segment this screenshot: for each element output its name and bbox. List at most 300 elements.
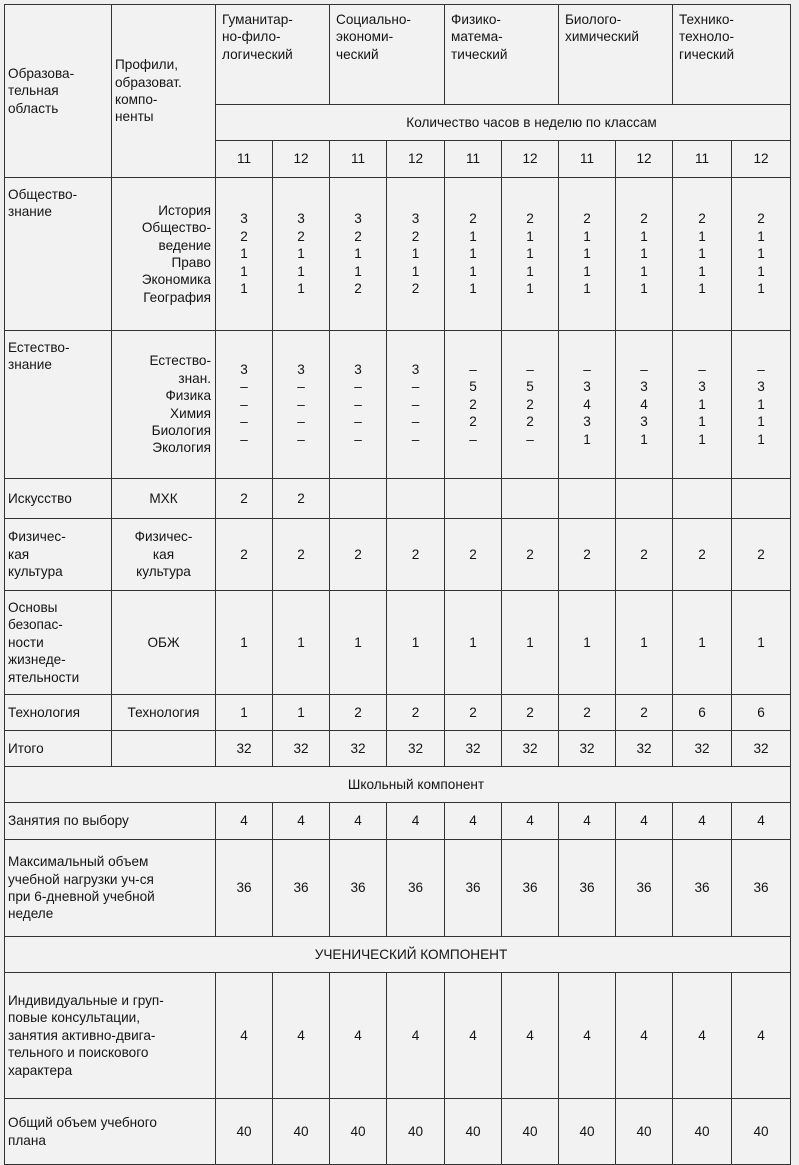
value-cell <box>616 479 673 519</box>
value-cell <box>387 840 445 937</box>
value-cell <box>616 1099 673 1165</box>
value-stack-line: 1 <box>469 263 477 279</box>
value-cell <box>502 1099 559 1165</box>
component-list <box>112 331 216 479</box>
value-stack-line: 1 <box>240 246 248 262</box>
value-cell-text: 2 <box>640 704 648 720</box>
value-cell <box>387 1099 445 1165</box>
area-cell <box>5 731 112 767</box>
component-list-line: Общество- ведение <box>141 220 211 253</box>
value-cell-text: 40 <box>407 1123 424 1139</box>
value-cell <box>330 695 387 731</box>
value-stack-line: – <box>297 414 305 430</box>
value-stack-line: 1 <box>411 246 420 262</box>
value-stack-line: – <box>240 431 248 447</box>
value-cell <box>273 479 330 519</box>
value-stack <box>330 178 387 331</box>
value-stack-line: 2 <box>354 281 362 297</box>
component-cell <box>112 731 216 767</box>
value-cell-text: 1 <box>757 634 765 650</box>
value-stack-line: – <box>240 414 248 430</box>
value-stack-line: 3 <box>354 211 362 227</box>
value-stack <box>330 331 387 479</box>
value-cell <box>445 973 502 1099</box>
value-cell <box>216 731 273 767</box>
value-cell <box>502 479 559 519</box>
value-cell-text: 32 <box>753 740 769 756</box>
value-cell <box>732 840 791 937</box>
student-row <box>5 973 791 1099</box>
value-cell-text: 36 <box>236 880 252 896</box>
value-stack-line: 2 <box>411 281 420 297</box>
grade-11-text: 11 <box>465 151 481 167</box>
value-cell <box>445 840 502 937</box>
value-cell <box>732 803 791 840</box>
value-cell-text: 40 <box>579 1123 595 1139</box>
student-row-label-text: Общий объем учебного плана <box>8 1115 157 1148</box>
value-cell <box>330 731 387 767</box>
value-stack-line: 5 <box>526 379 534 395</box>
value-cell-text: 40 <box>465 1123 481 1139</box>
value-cell-text: 1 <box>240 704 248 720</box>
value-cell <box>559 695 616 731</box>
grade-12 <box>616 141 673 178</box>
value-cell <box>330 519 387 591</box>
value-stack-line: 1 <box>640 228 648 244</box>
header-profile-3-text: Физико- матема- тический <box>451 12 508 62</box>
value-cell-text: 36 <box>694 880 710 896</box>
value-cell-text: 4 <box>757 1027 765 1043</box>
value-cell <box>732 695 791 731</box>
value-stack-line: 1 <box>240 281 248 297</box>
value-stack-line: 2 <box>526 414 534 430</box>
value-cell <box>502 803 559 840</box>
value-cell-text: 1 <box>297 704 305 720</box>
value-stack-line: 1 <box>698 396 706 412</box>
header-area-text: Образова- тельная область <box>8 65 75 116</box>
value-cell-text: 40 <box>293 1123 309 1139</box>
value-cell-text: 1 <box>526 634 534 650</box>
value-stack-line: 3 <box>297 361 305 377</box>
value-stack-line: – <box>411 414 420 430</box>
value-stack-line: 3 <box>698 379 706 395</box>
value-stack <box>559 178 616 331</box>
group-row <box>5 178 791 331</box>
value-stack-line: 1 <box>354 246 362 262</box>
value-cell <box>673 479 732 519</box>
value-stack-line: 1 <box>583 431 591 447</box>
value-cell <box>502 519 559 591</box>
grade-12-text: 12 <box>522 151 538 167</box>
table-body <box>5 5 791 1165</box>
value-stack <box>216 331 273 479</box>
value-stack-line: 2 <box>698 211 706 227</box>
school-row <box>5 840 791 937</box>
value-cell-text: 4 <box>411 813 420 829</box>
value-cell-text: 2 <box>757 546 765 562</box>
value-cell <box>330 840 387 937</box>
value-cell <box>445 519 502 591</box>
value-cell <box>387 591 445 695</box>
header-profile-2 <box>330 5 445 105</box>
value-cell-text: 1 <box>240 634 248 650</box>
value-stack-line: 1 <box>640 246 648 262</box>
value-cell-text: 32 <box>465 740 481 756</box>
school-row-label-text: Занятия по выбору <box>8 813 129 829</box>
value-stack-line: 2 <box>640 211 648 227</box>
grade-12-text: 12 <box>407 151 424 167</box>
value-stack-line: 3 <box>640 379 648 395</box>
component-cell-text: МХК <box>149 490 178 506</box>
value-stack-line: – <box>297 396 305 412</box>
value-stack-line: 1 <box>469 246 477 262</box>
value-cell <box>732 731 791 767</box>
value-stack-line: 1 <box>698 246 706 262</box>
value-stack <box>387 178 445 331</box>
student-component-title <box>5 937 791 973</box>
component-cell-text: Технология <box>127 704 200 720</box>
value-stack-line: 3 <box>583 379 591 395</box>
value-stack-line: – <box>240 396 248 412</box>
value-cell-text: 4 <box>698 813 706 829</box>
value-stack-line: – <box>354 431 362 447</box>
value-cell-text: 1 <box>583 634 591 650</box>
value-cell-text: 4 <box>411 1027 420 1043</box>
component-cell-text: Физичес- кая культура <box>134 529 193 580</box>
value-stack <box>273 178 330 331</box>
value-stack-line: – <box>640 361 648 377</box>
value-cell-text: 4 <box>297 813 305 829</box>
value-cell <box>273 591 330 695</box>
value-cell <box>445 1099 502 1165</box>
value-stack-line: 3 <box>297 211 305 227</box>
value-stack-line: 1 <box>757 414 765 430</box>
value-stack-line: 1 <box>469 281 477 297</box>
value-stack-line: – <box>469 361 477 377</box>
value-stack-line: 1 <box>240 263 248 279</box>
value-cell-text: 32 <box>407 740 424 756</box>
row-4 <box>5 695 791 731</box>
component-cell-text: ОБЖ <box>147 634 180 650</box>
value-stack-line: 3 <box>354 361 362 377</box>
value-cell <box>732 519 791 591</box>
value-cell-text: 6 <box>757 704 765 720</box>
value-stack-line: 1 <box>698 263 706 279</box>
value-cell <box>673 973 732 1099</box>
value-cell-text: 4 <box>698 1027 706 1043</box>
value-cell <box>559 479 616 519</box>
value-stack-line: 1 <box>526 246 534 262</box>
curriculum-table <box>4 4 791 1165</box>
value-cell-text: 4 <box>469 813 477 829</box>
value-cell-text: 2 <box>583 704 591 720</box>
value-stack-line: 1 <box>526 281 534 297</box>
value-cell <box>559 519 616 591</box>
component-cell <box>112 519 216 591</box>
value-cell-text: 40 <box>236 1123 252 1139</box>
area-cell-text: Итого <box>8 740 44 756</box>
value-stack <box>502 178 559 331</box>
grade-12 <box>502 141 559 178</box>
value-stack-line: 1 <box>698 414 706 430</box>
value-stack <box>445 331 502 479</box>
value-cell-text: 1 <box>297 634 305 650</box>
grade-11-text: 11 <box>694 151 710 167</box>
value-cell <box>216 519 273 591</box>
value-stack-line: 1 <box>583 228 591 244</box>
value-stack-line: – <box>297 379 305 395</box>
header-profile-text: Профили, образоват. компо- ненты <box>115 57 182 125</box>
value-cell <box>559 840 616 937</box>
component-list-line: Право <box>171 255 211 270</box>
value-cell <box>502 731 559 767</box>
value-cell <box>616 973 673 1099</box>
value-cell <box>273 731 330 767</box>
component-list-line: Естество- знан. <box>149 353 211 386</box>
value-cell <box>559 731 616 767</box>
component-list-line: Экология <box>152 440 211 456</box>
value-cell-text: 4 <box>526 1027 534 1043</box>
value-stack-line: 3 <box>240 361 248 377</box>
grade-11 <box>330 141 387 178</box>
value-cell <box>502 695 559 731</box>
student-component-title-text: УЧЕНИЧЕСКИЙ КОМПОНЕНТ <box>314 946 508 962</box>
value-cell <box>673 519 732 591</box>
value-cell-text: 4 <box>240 813 248 829</box>
value-stack-line: 3 <box>640 414 648 430</box>
value-cell-text: 6 <box>698 704 706 720</box>
value-cell-text: 40 <box>522 1123 538 1139</box>
value-cell <box>732 591 791 695</box>
value-stack-line: 1 <box>583 246 591 262</box>
row-2 <box>5 519 791 591</box>
value-cell <box>673 591 732 695</box>
value-stack-line: 4 <box>640 396 648 412</box>
value-cell <box>559 591 616 695</box>
value-stack-line: 1 <box>698 281 706 297</box>
value-cell <box>616 803 673 840</box>
component-list-line: Экономика <box>141 272 211 288</box>
value-stack-line: 3 <box>240 211 248 227</box>
value-stack-line: – <box>411 431 420 447</box>
grade-12-text: 12 <box>636 151 652 167</box>
component-list-line: Химия <box>170 405 211 421</box>
value-cell-text: 4 <box>469 1027 477 1043</box>
value-cell-text: 2 <box>411 704 420 720</box>
value-cell <box>216 973 273 1099</box>
student-component-title-row <box>5 937 791 973</box>
area-cell <box>5 695 112 731</box>
value-cell <box>273 973 330 1099</box>
value-cell <box>330 803 387 840</box>
value-cell <box>616 519 673 591</box>
value-cell-text: 4 <box>640 1027 648 1043</box>
value-stack-line: 1 <box>297 281 305 297</box>
value-stack <box>216 178 273 331</box>
value-cell <box>273 519 330 591</box>
header-profile-1 <box>216 5 330 105</box>
value-cell <box>387 695 445 731</box>
value-stack-line: 2 <box>469 211 477 227</box>
value-stack-line: 1 <box>469 228 477 244</box>
value-stack-line: 1 <box>583 263 591 279</box>
value-cell <box>273 840 330 937</box>
hours-caption <box>216 105 791 141</box>
value-cell <box>273 803 330 840</box>
value-cell <box>445 731 502 767</box>
value-cell <box>216 695 273 731</box>
value-cell-text: 2 <box>583 546 591 562</box>
value-stack <box>387 331 445 479</box>
value-cell-text: 40 <box>636 1123 652 1139</box>
component-list-line: География <box>143 289 211 305</box>
value-cell <box>502 840 559 937</box>
value-stack-line: – <box>411 379 420 395</box>
value-cell-text: 2 <box>640 546 648 562</box>
student-row-label-text: Индивидуальные и груп- повые консультации, занятия активно-двига- тельного и поискового характера <box>8 992 164 1078</box>
grade-12 <box>732 141 791 178</box>
value-cell-text: 1 <box>640 634 648 650</box>
area-cell <box>5 178 112 331</box>
header-row <box>5 5 791 105</box>
value-stack-line: – <box>411 396 420 412</box>
value-stack <box>616 178 673 331</box>
school-row-label <box>5 803 216 840</box>
value-cell <box>616 840 673 937</box>
component-list-line: Физика <box>165 388 211 404</box>
value-cell-text: 4 <box>526 813 534 829</box>
value-stack-line: 1 <box>297 263 305 279</box>
value-cell <box>216 591 273 695</box>
value-cell-text: 36 <box>407 880 424 896</box>
value-cell <box>387 479 445 519</box>
value-cell <box>330 591 387 695</box>
value-cell-text: 4 <box>354 813 362 829</box>
value-stack-line: 1 <box>757 281 765 297</box>
value-cell <box>673 1099 732 1165</box>
grade-11 <box>559 141 616 178</box>
value-cell <box>445 695 502 731</box>
value-cell-text: 36 <box>293 880 309 896</box>
value-stack-line: 1 <box>640 263 648 279</box>
value-stack-line: 2 <box>526 211 534 227</box>
value-cell <box>273 1099 330 1165</box>
grade-11 <box>445 141 502 178</box>
value-cell-text: 36 <box>579 880 595 896</box>
value-stack <box>502 331 559 479</box>
area-cell <box>5 331 112 479</box>
value-cell <box>387 519 445 591</box>
header-profile-4-text: Биолого- химический <box>565 12 639 45</box>
value-cell-text: 32 <box>350 740 366 756</box>
value-stack-line: – <box>526 431 534 447</box>
value-stack-line: 5 <box>469 379 477 395</box>
student-row <box>5 1099 791 1165</box>
value-cell-text: 32 <box>579 740 595 756</box>
value-cell-text: 2 <box>240 546 248 562</box>
value-cell <box>559 1099 616 1165</box>
value-cell <box>502 591 559 695</box>
header-profile-1-text: Гуманитар- но-фило- логический <box>222 12 293 62</box>
value-stack-line: 1 <box>640 431 648 447</box>
hours-caption-text: Количество часов в неделю по классам <box>406 114 657 130</box>
value-cell-text: 2 <box>411 546 420 562</box>
value-cell <box>732 973 791 1099</box>
value-cell-text: 36 <box>522 880 538 896</box>
value-stack-line: 1 <box>354 263 362 279</box>
value-stack-line: 2 <box>526 396 534 412</box>
value-cell-text: 2 <box>240 490 248 506</box>
value-stack-line: – <box>698 361 706 377</box>
value-cell <box>216 803 273 840</box>
value-stack-line: 2 <box>297 228 305 244</box>
value-cell-text: 32 <box>636 740 652 756</box>
area-cell <box>5 591 112 695</box>
school-row <box>5 803 791 840</box>
area-cell <box>5 479 112 519</box>
value-cell <box>559 973 616 1099</box>
value-cell-text: 2 <box>354 546 362 562</box>
value-stack <box>673 331 732 479</box>
value-cell <box>502 973 559 1099</box>
value-stack-line: 1 <box>698 431 706 447</box>
value-stack-line: 4 <box>583 396 591 412</box>
value-cell-text: 1 <box>698 634 706 650</box>
row-3 <box>5 591 791 695</box>
component-list-line: История <box>158 202 211 218</box>
school-component-title <box>5 767 791 803</box>
value-stack-line: – <box>297 431 305 447</box>
value-cell <box>273 695 330 731</box>
component-cell <box>112 695 216 731</box>
value-cell-text: 4 <box>583 813 591 829</box>
value-stack-line: – <box>354 414 362 430</box>
value-stack-line: 2 <box>354 228 362 244</box>
school-row-label-text: Максимальный объем учебной нагрузки уч-ся при 6-дневной учебной неделе <box>8 854 155 922</box>
value-cell-text: 4 <box>757 813 765 829</box>
value-cell <box>445 803 502 840</box>
grade-11 <box>216 141 273 178</box>
grade-11-text: 11 <box>579 151 595 167</box>
value-cell <box>616 731 673 767</box>
grade-12 <box>387 141 445 178</box>
value-stack <box>673 178 732 331</box>
value-stack <box>616 331 673 479</box>
value-stack-line: 3 <box>411 211 420 227</box>
value-cell-text: 4 <box>297 1027 305 1043</box>
value-stack-line: 1 <box>757 431 765 447</box>
school-row-label <box>5 840 216 937</box>
component-list <box>112 178 216 331</box>
value-stack-line: 2 <box>757 211 765 227</box>
value-stack-line: – <box>240 379 248 395</box>
area-cell <box>5 519 112 591</box>
header-profile-2-text: Социально- экономи- ческий <box>336 12 411 62</box>
value-stack-line: 1 <box>640 281 648 297</box>
value-stack-line: 3 <box>411 361 420 377</box>
value-stack-line: 3 <box>583 414 591 430</box>
grade-12-text: 12 <box>753 151 769 167</box>
header-area <box>5 5 112 178</box>
value-stack-line: 1 <box>526 263 534 279</box>
value-cell-text: 32 <box>522 740 538 756</box>
value-cell <box>330 1099 387 1165</box>
value-cell <box>732 479 791 519</box>
value-cell <box>673 695 732 731</box>
header-profile <box>112 5 216 178</box>
value-stack-line: – <box>354 396 362 412</box>
value-stack-line: 1 <box>698 228 706 244</box>
